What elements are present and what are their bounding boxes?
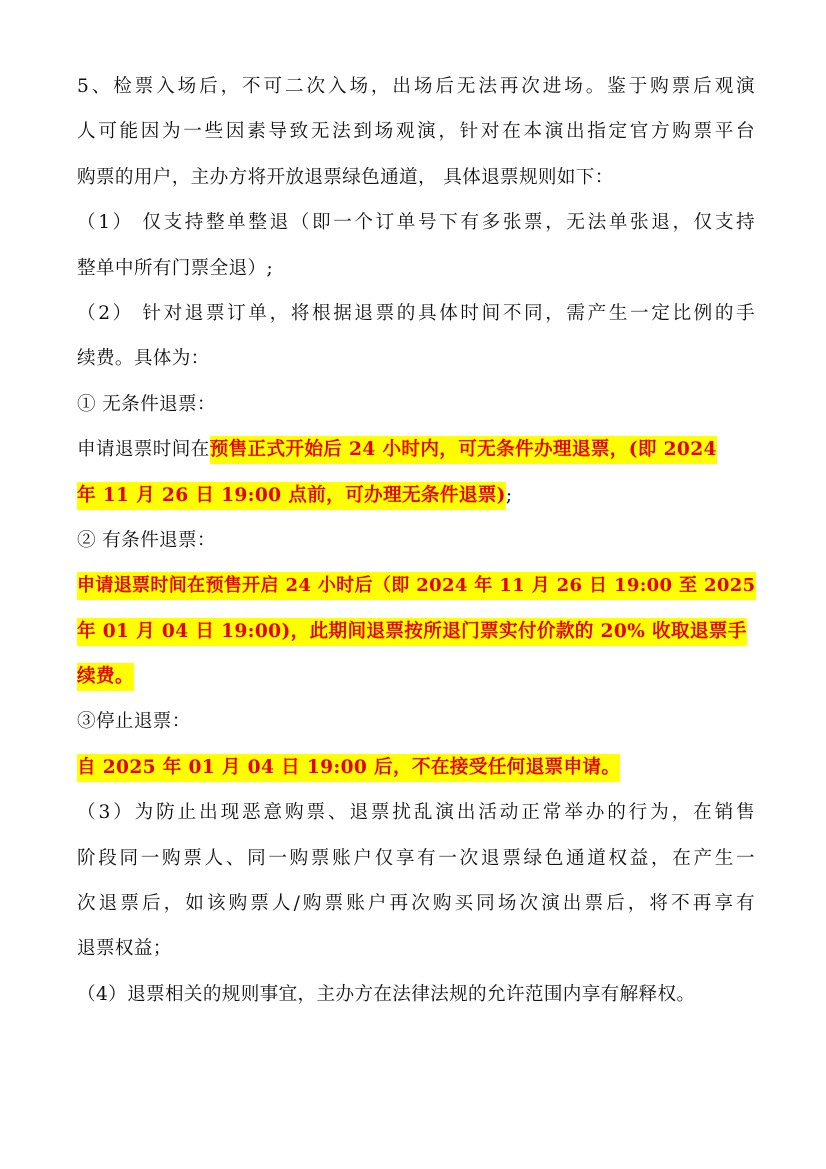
rule3-line-1: （3）为防止出现恶意购票、退票扰乱演出活动正常举办的行为，在销售: [77, 802, 755, 824]
conditional-refund-line-1: [77, 563, 755, 608]
unconditional-highlight-2: 年 11 月 26 日 19:00 点前，可办理无条件退票): [77, 482, 506, 510]
unconditional-prefix: 申请退票时间在: [77, 439, 210, 461]
item5-line-2: 人可能因为一些因素导致无法到场观演，针对在本演出指定官方购票平台: [77, 121, 755, 143]
rule1-line-2: 整单中所有门票全退）;: [77, 257, 274, 279]
conditional-highlight-2: 年 01 月 04 日 19:00)，此期间退票按所退门票实付价款的 20% 收取退票手: [77, 618, 747, 646]
rule4-line-1: （4）退票相关的规则事宜，主办方在法律法规的允许范围内享有解释权。: [77, 983, 696, 1005]
rule3-line-2: 阶段同一购票人、同一购票账户仅享有一次退票绿色通道权益，在产生一: [77, 847, 755, 869]
conditional-refund-line-3: [77, 654, 755, 699]
item5-line-3: 购票的用户，主办方将开放退票绿色通道， 具体退票规则如下：: [77, 166, 614, 188]
unconditional-highlight-1: 预售正式开始后 24 小时内，可无条件办理退票，(即 2024: [210, 436, 717, 464]
item5-line-1: 5、检票入场后，不可二次入场，出场后无法再次进场。鉴于购票后观演: [77, 76, 755, 97]
conditional-refund-heading: ② 有条件退票：: [77, 529, 216, 551]
unconditional-suffix: ;: [505, 484, 513, 506]
rule3-line-3: 次退票后，如该购票人/购票账户再次购买同场次演出票后，将不再享有: [77, 893, 755, 915]
rule2-line-1: （2） 针对退票订单，将根据退票的具体时间不同，需产生一定比例的手: [77, 302, 755, 324]
stop-refund-heading: ③停止退票：: [77, 711, 191, 733]
rule3-line-4: 退票权益；: [77, 938, 172, 960]
unconditional-refund-heading: ① 无条件退票：: [77, 393, 216, 415]
refund-rules-document: [77, 64, 755, 1017]
unconditional-refund-line-2: [77, 473, 755, 518]
stop-highlight-1: 自 2025 年 01 月 04 日 19:00 后，不在接受任何退票申请。: [77, 754, 620, 782]
conditional-highlight-3: 续费。: [77, 663, 134, 691]
conditional-highlight-1: 申请退票时间在预售开启 24 小时后（即 2024 年 11 月 26 日 19:00 至 2025: [77, 572, 756, 600]
unconditional-refund-line-1: [77, 427, 755, 472]
rule1-line-1: （1） 仅支持整单整退（即一个订单号下有多张票，无法单张退，仅支持: [77, 212, 755, 234]
conditional-refund-line-2: [77, 609, 755, 654]
rule2-line-2: 续费。具体为：: [77, 348, 210, 370]
stop-refund-line-1: [77, 745, 755, 790]
